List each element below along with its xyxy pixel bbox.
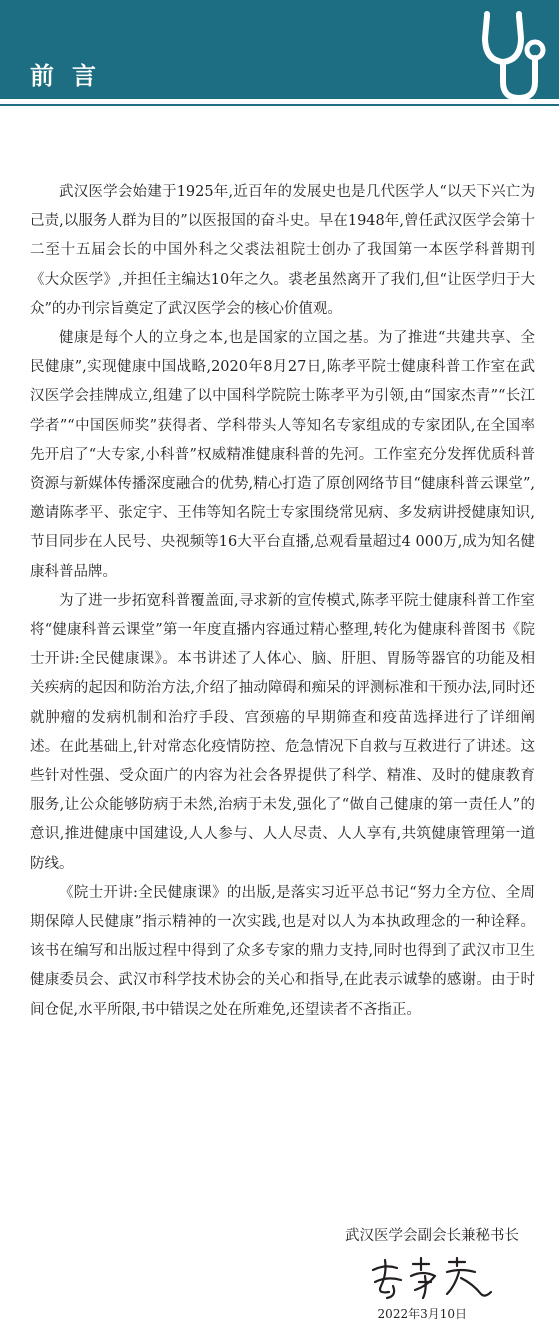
preface-body xyxy=(30,178,535,1025)
paragraph-3: 为了进一步拓宽科普覆盖面,寻求新的宣传模式,陈孝平院士健康科普工作室将“健康科普云课堂”第一年度直播内容通过精心整理,转化为健康科普图书《院士开讲:全民健康课》。本书讲述了人体心、脑、肝胆、胃肠等器官的功能及相关疾病的起因和防治方法,介绍了抽动障碍和痴呆的评测标准和干预办法,同时还就肿瘤的发病机制和治疗手段、宫颈癌的早期筛查和疫苗选择进行了详细阐述。在此基础上,针对常态化疫情防控、危急情况下自救与互救进行了讲述。这些针对性强、受众面广的内容为社会各界提供了科学、精准、及时的健康教育服务,让公众能够防病于未然,治病于未发,强化了“做自己健康的第一责任人”的意识,推进健康中国建设,人人参与、人人尽责、人人享有,共筑健康管理第一道防线。 xyxy=(30,592,535,872)
paragraph-4: 《院士开讲:全民健康课》的出版,是落实习近平总书记“努力全方位、全周期保障人民健康”指示精神的一次实践,也是对以人为本执政理念的一种诠释。该书在编写和出版过程中得到了众多专家的鼎力支持,同时也得到了武汉市卫生健康委员会、武汉市科学技术协会的关心和指导,在此表示诚挚的感谢。由于时间仓促,水平所限,书中错误之处在所难免,还望读者不吝指正。 xyxy=(30,884,535,1018)
paragraph-2: 健康是每个人的立身之本,也是国家的立国之基。为了推进“共建共享、全民健康”,实现健康中国战略,2020年8月27日,陈孝平院士健康科普工作室在武汉医学会挂牌成立,组建了以中国科学院院士陈孝平为引领,由“国家杰青”“长江学者”“中国医师奖”获得者、学科带头人等知名专家组成的专家团队,在全国率先开启了“大专家,小科普”权威精准健康科普的先河。工作室充分发挥优质科普资源与新媒体传播深度融合的优势,精心打造了原创网络节目“健康科普云课堂”,邀请陈孝平、张定宇、王伟等知名院士专家围绕常见病、多发病讲授健康知识,节目同步在人民号、央视频等16大平台直播,总观看量超过4 000万,成为知名健康科普品牌。 xyxy=(30,330,535,580)
page-title: 前言 xyxy=(30,62,114,90)
signature-block xyxy=(345,1224,519,1248)
paragraph-1: 武汉医学会始建于1925年,近百年的发展史也是几代医学人“以天下兴亡为己责,以服务人群为目的”以医报国的奋斗史。早在1948年,曾任武汉医学会第十二至十五届会长的中国外科之父裘法祖院士创办了我国第一本医学科普期刊《大众医学》,并担任主编达10年之久。裘老虽然离开了我们,但“让医学归于大众”的办刊宗旨奠定了武汉医学会的核心价值观。 xyxy=(30,184,535,317)
signature-title: 武汉医学会副会长兼秘书长 xyxy=(345,1228,519,1244)
handwritten-signature xyxy=(367,1256,497,1300)
signature-date: 2022年3月10日 xyxy=(377,1307,467,1321)
stethoscope-icon xyxy=(475,8,551,108)
